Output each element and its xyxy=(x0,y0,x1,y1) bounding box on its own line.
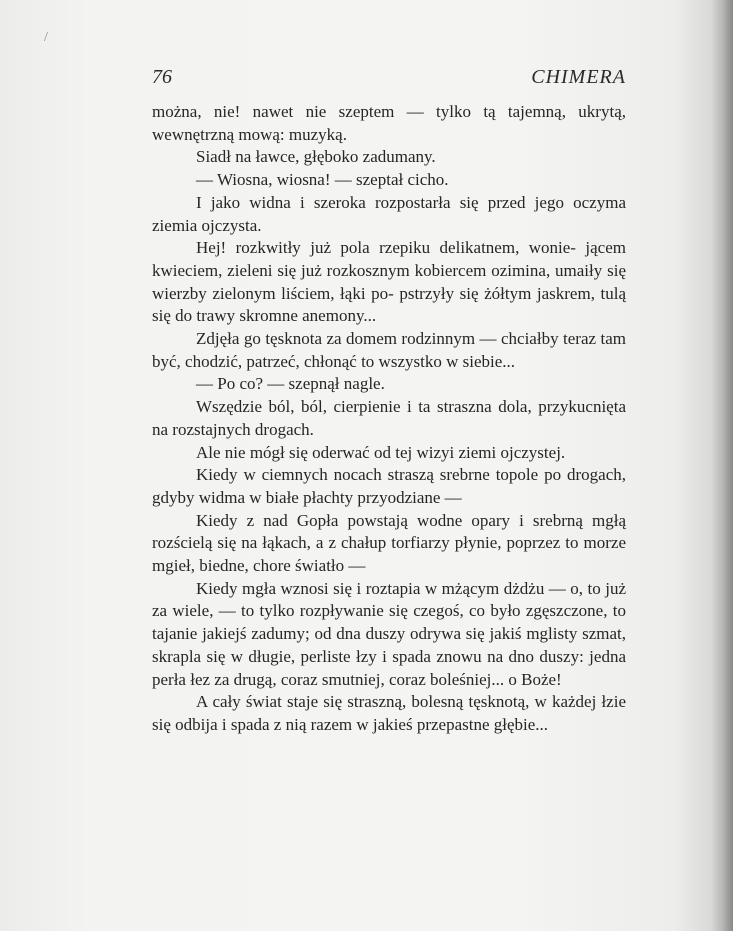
paragraph-1: można, nie! nawet nie szeptem — tylko tą tajemną, ukrytą, wewnętrzną mową: muzyką. xyxy=(152,102,626,144)
running-title: CHIMERA xyxy=(531,66,626,88)
page-number: 76 xyxy=(152,66,172,88)
page-header xyxy=(152,66,626,94)
paragraph-6: Zdjęła go tęsknota za domem rodzinnym — chciałby teraz tam być, chodzić, patrzeć, chłonąć to wszystko w siebie... xyxy=(152,329,626,371)
page-edge-shadow xyxy=(711,0,733,931)
paragraph-13: A cały świat staje się straszną, bolesną tęsknotą, w każdej łzie się odbija i spada z nią razem w jakieś przepastne głębie... xyxy=(152,692,626,734)
paragraph-12: Kiedy mgła wznosi się i roztapia w mżącym dżdżu — o, to już za wiele, — to tylko rozpływanie się czegoś, co było zgęszczone, to tajanie jakiejś zadumy; od dna duszy odrywa się jakiś mglisty szmat, skrapla się w długie, perliste łzy i spada znowu na dno duszy: jedna perła łez za drugą, coraz smutniej, coraz boleśniej... o Boże! xyxy=(152,578,626,689)
paragraph-4: I jako widna i szeroka rozpostarła się przed jego oczyma ziemia ojczysta. xyxy=(152,192,626,235)
paragraph-3: — Wiosna, wiosna! — szeptał cicho. xyxy=(196,170,449,190)
paragraph-11: Kiedy z nad Gopła powstają wodne opary i srebrną mgłą rozścielą się na łąkach, a z chałup torfiarzy płynie, poprzez to morze mgieł, biedne, chore światło — xyxy=(152,510,626,576)
paragraph-7: — Po co? — szepnął nagle. xyxy=(196,374,385,394)
paragraph-8: Wszędzie ból, ból, cierpienie i ta straszna dola, przykucnięta na rozstajnych drogach. xyxy=(152,397,626,439)
paragraph-9: Ale nie mógł się oderwać od tej wizyi ziemi ojczystej. xyxy=(196,442,566,462)
body-text xyxy=(152,101,626,737)
pencil-mark: / xyxy=(44,30,48,45)
paragraph-2: Siadł na ławce, głęboko zadumany. xyxy=(196,147,436,167)
paragraph-5: Hej! rozkwitły już pola rzepiku delikatnem, wonie- jącem kwieciem, zieleni się już rozkosznym kobiercem ozimina, umaiły się wierzby zielonym liściem, łąki po- pstrzyły się żółtym jaskrem, tulą się do trawy skromne anemony... xyxy=(152,238,626,326)
paragraph-10: Kiedy w ciemnych nocach straszą srebrne topole po drogach, gdyby widma w białe płachty przyodziane — xyxy=(152,465,626,507)
